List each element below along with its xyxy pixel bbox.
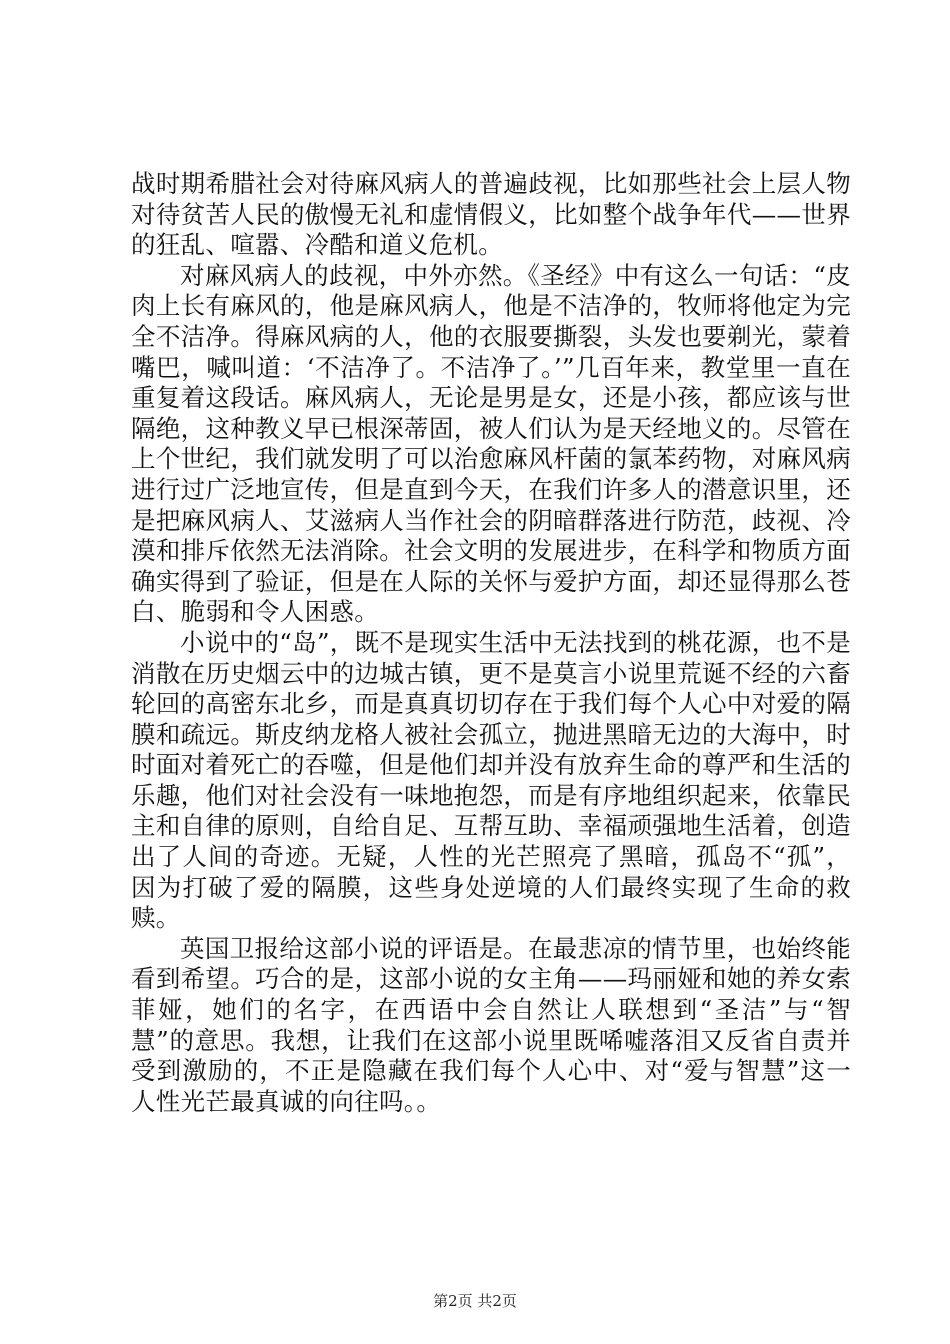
document-body xyxy=(131,169,851,1117)
paragraph-4: 英国卫报给这部小说的评语是。在最悲凉的情节里，也始终能看到希望。巧合的是，这部小说的女主角——玛丽娅和她的养女索菲娅，她们的名字，在西语中会自然让人联想到“圣洁”与“智慧”的意思。我想，让我们在这部小说里既唏嘘落泪又反省自责并受到激励的，不正是隐藏在我们每个人心中、对“爱与智慧”这一人性光芒最真诚的向往吗。。 xyxy=(131,933,851,1116)
page-number-footer: 第2页 共2页 xyxy=(433,1292,517,1310)
paragraph-1: 战时期希腊社会对待麻风病人的普遍歧视，比如那些社会上层人物对待贫苦人民的傲慢无礼和虚情假义，比如整个战争年代——世界的狂乱、喧嚣、冷酷和道义危机。 xyxy=(131,169,851,260)
paragraph-3: 小说中的“岛”，既不是现实生活中无法找到的桃花源，也不是消散在历史烟云中的边城古镇，更不是莫言小说里荒诞不经的六畜轮回的高密东北乡，而是真真切切存在于我们每个人心中对爱的隔膜和疏远。斯皮纳龙格人被社会孤立，抛进黑暗无边的大海中，时时面对着死亡的吞噬，但是他们却并没有放弃生命的尊严和生活的乐趣，他们对社会没有一味地抱怨，而是有序地组织起来，依靠民主和自律的原则，自给自足、互帮互助、幸福顽强地生活着，创造出了人间的奇迹。无疑，人性的光芒照亮了黑暗，孤岛不“孤”，因为打破了爱的隔膜，这些身处逆境的人们最终实现了生命的救赎。 xyxy=(131,627,851,933)
paragraph-2: 对麻风病人的歧视，中外亦然。《圣经》中有这么一句话：“皮肉上长有麻风的，他是麻风病人，他是不洁净的，牧师将他定为完全不洁净。得麻风病的人，他的衣服要撕裂，头发也要剃光，蒙着嘴巴，喊叫道：‘不洁净了。不洁净了。’”几百年来，教堂里一直在重复着这段话。麻风病人，无论是男是女，还是小孩，都应该与世隔绝，这种教义早已根深蒂固，被人们认为是天经地义的。尽管在上个世纪，我们就发明了可以治愈麻风杆菌的氯苯药物，对麻风病进行过广泛地宣传，但是直到今天，在我们许多人的潜意识里，还是把麻风病人、艾滋病人当作社会的阴暗群落进行防范，歧视、冷漠和排斥依然无法消除。社会文明的发展进步，在科学和物质方面确实得到了验证，但是在人际的关怀与爱护方面，却还显得那么苍白、脆弱和令人困惑。 xyxy=(131,260,852,627)
